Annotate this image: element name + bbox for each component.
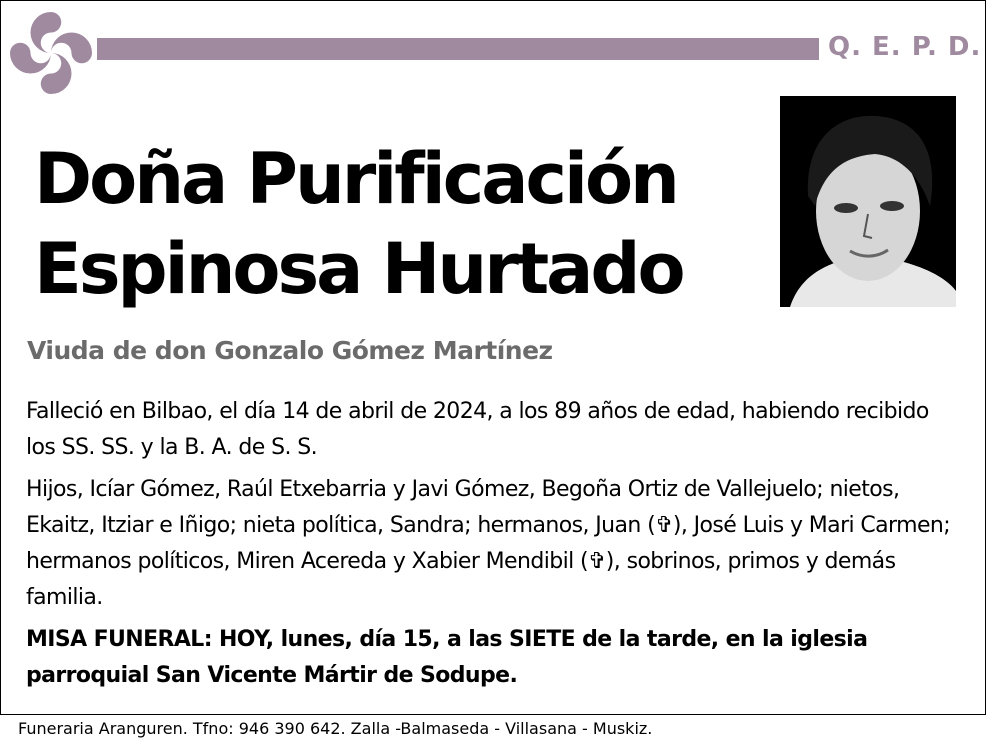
- lauburu-icon: [9, 12, 93, 94]
- portrait-photo: [780, 96, 956, 307]
- header-bar: [97, 38, 819, 60]
- funeral-paragraph: MISA FUNERAL: HOY, lunes, día 15, a las SIETE de la tarde, en la iglesia parroquial San Vicente Mártir de Sodupe.: [26, 627, 868, 688]
- widow-of-line: Viuda de don Gonzalo Gómez Martínez: [27, 336, 553, 365]
- name-line-2: Espinosa Hurtado: [34, 228, 683, 310]
- death-paragraph: Falleció en Bilbao, el día 14 de abril de 2024, a los 89 años de edad, habiendo recibido los SS. SS. y la B. A. de S. S.: [26, 399, 929, 460]
- deceased-name: [34, 134, 764, 314]
- qepd-label: Q. E. P. D.: [828, 32, 982, 62]
- funeral-home-footer: Funeraria Aranguren. Tfno: 946 390 642. Zalla -Balmaseda - Villasana - Muskiz.: [18, 719, 653, 738]
- family-paragraph: Hijos, Icíar Gómez, Raúl Etxebarria y Javi Gómez, Begoña Ortiz de Vallejuelo; nietos, Ekaitz, Itziar e Iñigo; nieta política, Sandra; hermanos, Juan (✞), José Luis y Mari Carmen; hermanos políticos, Miren Acereda y Xabier Mendibil (✞), sobrinos, primos y demás familia.: [26, 477, 951, 610]
- obituary-body: [26, 394, 962, 700]
- name-line-1: Doña Purificación: [34, 138, 677, 220]
